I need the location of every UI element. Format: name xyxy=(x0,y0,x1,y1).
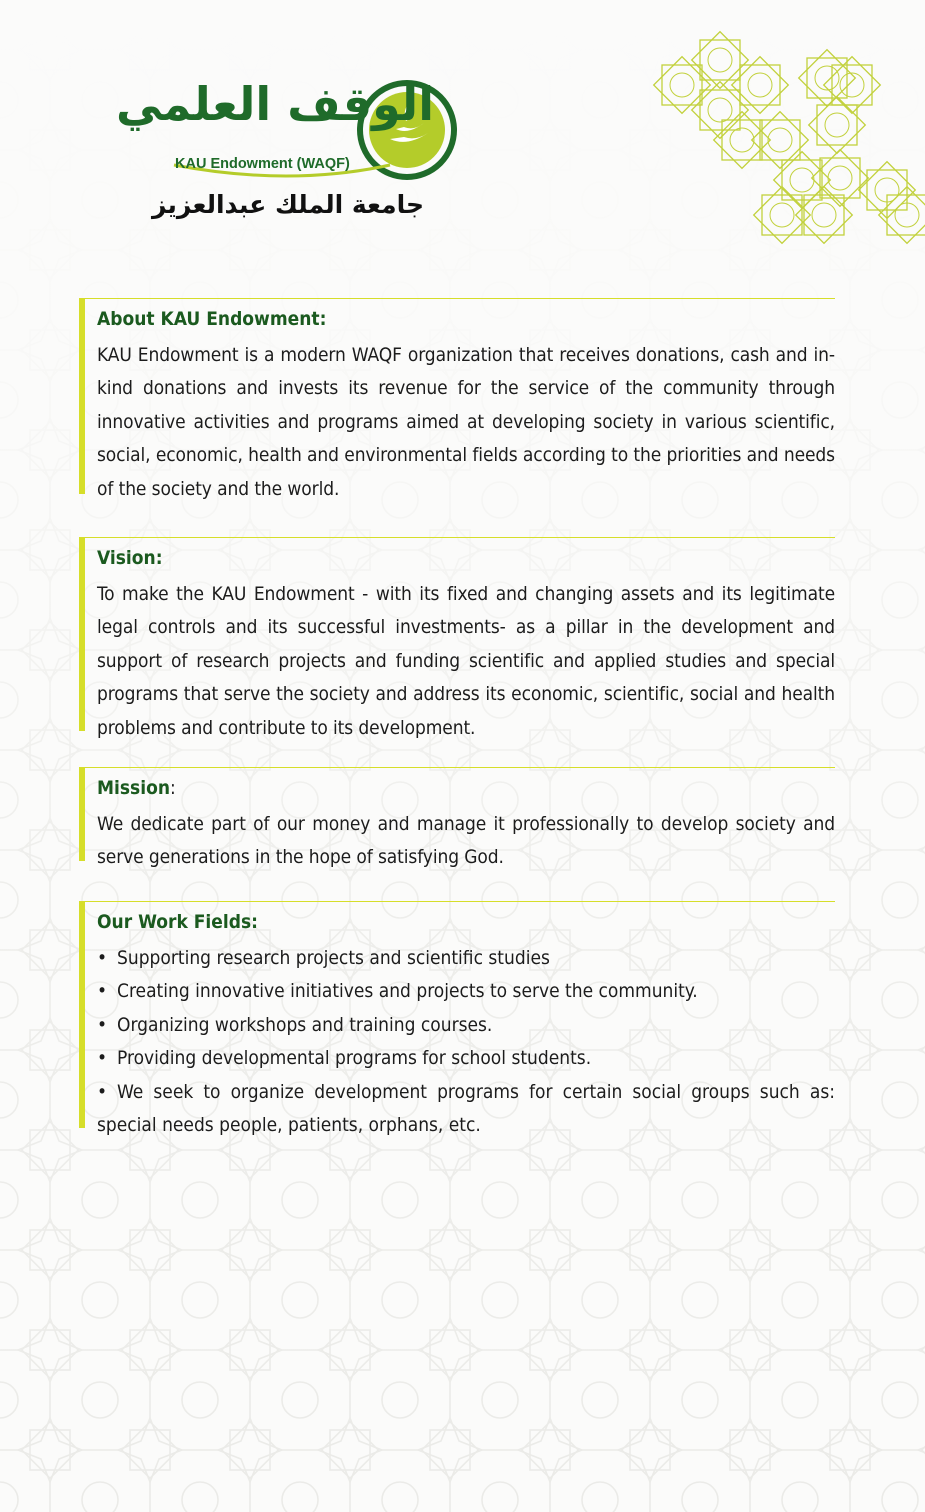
accent-bar xyxy=(79,767,85,861)
section-heading: Our Work Fields: xyxy=(97,911,258,933)
accent-bar xyxy=(79,537,85,731)
list-item: • We seek to organize development programs for certain social groups such as: special needs people, patients, orphans, etc. xyxy=(97,1080,835,1137)
section-body: We dedicate part of our money and manage it professionally to develop society and serve generations in the hope of satisfying God. xyxy=(97,813,835,869)
list-item: • Providing developmental programs for school students. xyxy=(97,1047,592,1070)
list-item: • Organizing workshops and training courses. xyxy=(97,1013,493,1036)
section-body: KAU Endowment is a modern WAQF organization that receives donations, cash and in-kind donations and invests its revenue for the service of the community through innovative activities and programs aimed at developing society in various scientific, social, economic, health and environmental fields according to the priorities and needs of the society and the world. xyxy=(97,344,835,500)
section-work-fields xyxy=(79,901,835,1137)
accent-bar xyxy=(79,298,85,494)
list-item: • Creating innovative initiatives and projects to serve the community. xyxy=(97,980,698,1003)
logo-arabic-title: الوقف العلمي xyxy=(116,77,434,131)
kau-endowment-logo xyxy=(116,55,470,225)
section-rule xyxy=(85,537,835,538)
logo-english-title: KAU Endowment (WAQF) xyxy=(175,156,350,172)
list-item: • Supporting research projects and scientific studies xyxy=(97,947,550,969)
section-vision xyxy=(79,537,835,739)
section-rule xyxy=(85,767,835,768)
section-about xyxy=(79,298,835,500)
section-body: To make the KAU Endowment - with its fixed and changing assets and its legitimate legal controls and its successful investments- as a pillar in the development and support of research projects and funding scientific and applied studies and special programs that serve the society and address its economic, scientific, social and health problems and contribute to its development. xyxy=(97,583,835,739)
accent-bar xyxy=(79,901,85,1128)
section-rule xyxy=(85,298,835,299)
section-heading: About KAU Endowment: xyxy=(97,308,327,330)
logo-university-name: جامعة الملك عبدالعزيز xyxy=(151,190,425,219)
decorative-stars-ornament xyxy=(652,30,925,245)
work-fields-list xyxy=(97,942,835,1142)
section-mission xyxy=(79,767,835,869)
section-heading: Vision: xyxy=(97,547,163,569)
section-rule xyxy=(85,901,835,902)
section-heading: Mission: xyxy=(97,777,176,799)
